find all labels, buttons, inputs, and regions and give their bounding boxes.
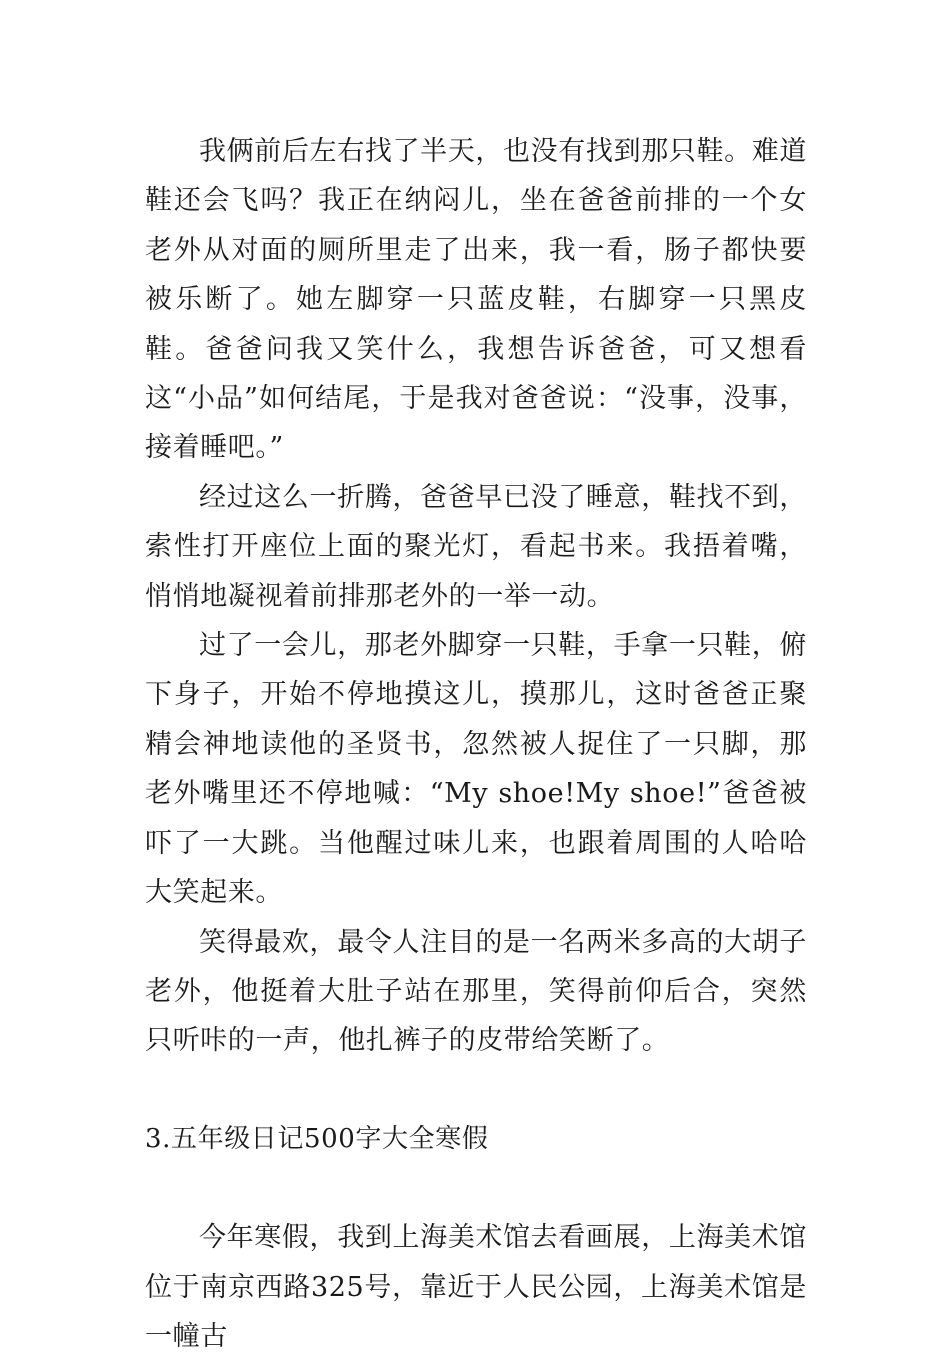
paragraph-art-museum: 今年寒假，我到上海美术馆去看画展，上海美术馆位于南京西路325号，靠近于人民公园，上海美术馆是一幢古 [145, 1222, 807, 1352]
paragraph-foreigner-grabs-foot: 过了一会儿，那老外脚穿一只鞋，手拿一只鞋，俯下身子，开始不停地摸这儿，摸那儿，这时爸爸正聚精会神地读他的圣贤书，忽然被人捉住了一只脚，那老外嘴里还不停地喊：“My shoe!My shoe!”爸爸被吓了一大跳。当他醒过味儿来，也跟着周围的人哈哈大笑起来。 [145, 630, 807, 909]
paragraph-shoe-search: 我俩前后左右找了半天，也没有找到那只鞋。难道鞋还会飞吗？我正在纳闷儿，坐在爸爸前排的一个女老外从对面的厕所里走了出来，我一看，肠子都快要被乐断了。她左脚穿一只蓝皮鞋，右脚穿一只黑皮鞋。爸爸问我又笑什么，我想告诉爸爸，可又想看这“小品”如何结尾，于是我对爸爸说：“没事，没事，接着睡吧。” [145, 136, 807, 464]
document-body [145, 127, 807, 1361]
paragraph-dad-reading: 经过这么一折腾，爸爸早已没了睡意，鞋找不到，索性打开座位上面的聚光灯，看起书来。我捂着嘴，悄悄地凝视着前排那老外的一举一动。 [145, 481, 807, 612]
section-heading: 3.五年级日记500字大全寒假 [145, 1123, 489, 1154]
paragraph-belt-breaks: 笑得最欢，最令人注目的是一名两米多高的大胡子老外，他挺着大肚子站在那里，笑得前仰后合，突然只听咔的一声，他扎裤子的皮带给笑断了。 [145, 926, 807, 1057]
